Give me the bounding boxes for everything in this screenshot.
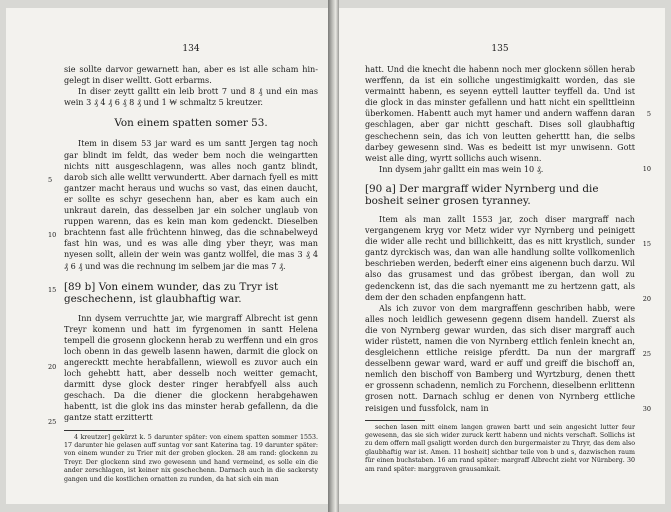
footnotes-left — [64, 434, 318, 484]
section-heading: [89 b] Von einem wunder, das zu Tryr ist geschechenn, ist glaubhaftig war. — [64, 280, 279, 306]
footnote-divider — [64, 430, 124, 431]
footnote-divider — [365, 420, 425, 421]
paragraph: In diser zeytt galltt ein leib brott 7 und 8 ₰ und ein mas wein 3 ₰ 4 ₰ 6 ₰ 8 ₰ und 1 ₩ schmaltz 5 kreutzer. — [64, 86, 318, 108]
left-body — [48, 64, 318, 426]
paragraph: Item in disem 53 jar ward es um santt Jergen tag noch gar blindt im feldt, das weder bem noch die weingartten nichts nitt ausgeschlagenn, was alles noch gantz blindt, darob sich alle welltt verwundertt. Aber darnach fyell es mitt gantzer macht heraus und wuchs so vast, das einen daucht, er sollte es schyr gesechenn han, aber es kam auch ein unkraut darein, das desselben jar ein solcher unglaub von ruppen warenn, das es kein man kom gedenckt. Dieselben brachtenn fast alle früchtenn hinweg, das die schnabelweyd fast hin was, und es was alle ding yber theyr, was man nyesen sollt, allein der wein was gantz wollfel, die mas 3 ₰ 4 ₰ 6 ₰ und was die rechnung im selbem jar die mas 7 ₰. — [64, 138, 318, 271]
paragraph: Inn dysem jahr galltt ein mas wein 10 ₰. — [379, 163, 544, 174]
line-number: 15 — [48, 286, 57, 294]
line-number: 20 — [642, 295, 651, 303]
line-number: 5 — [646, 110, 651, 118]
line-number: 20 — [48, 363, 57, 371]
line-number: 15 — [642, 240, 651, 248]
line-number: 5 — [48, 176, 53, 184]
page-number-left: 134 — [182, 44, 200, 54]
footnotes-right — [365, 424, 635, 474]
right-page — [339, 8, 665, 504]
paragraph: hatt. Und die knecht die habenn noch mer glockenn söllen herab werffenn, da ist ein solliche ungestimigkaitt worden, das sie vermaintt habenn, es seyenn eyttell lautter teyffell da. Und ist die glock in das minster gefallenn und hatt nicht ein spellttleinn überkomen. Habentt auch myt hamer und andern waffenn daran geschlagen, aber gar nichtt geschaft. Dises soll glaubhaftig geschechenn sein, das ich von leutten geherttt han, die selbs darbey gewesenn sind. Was es bedeitt ist myr unwisenn. Gott weist alle ding, wyrtt sollichs auch wisenn. — [365, 64, 635, 163]
paragraph: Item als man zallt 1553 jar, zoch diser margraff nach vergangenem kryg vor Metz wider vyr Nyrnberg und peinigett die wider alle recht und billichkeitt, das es nitt krystlich, sunder gantz dyrckisch was, dan wan alle handlung sollte vollkomenlich beschrieben werden, bederft einer eins aigenenn buch darzu. Wil also das grusamest und das gröbest ibergan, dan woll zu gedenckenn ist, das die sach nyemantt me zu hertzenn gatt, als dem der den schaden enpfangenn hatt. — [365, 213, 635, 302]
footnote: sechen lasen mitt einem langen grawen bartt und sein angesicht lutter feur gewesenn, das sie sich wider zuruck kertt habenn und nichts verschaft. Sollichs ist zu dem offern mall gsaligtt worden durch den burgermaister zu Thryr, das dem also glaubhaftig war ist. Amen. 11 bosheit] sichtbar teile von b und s, dazwischen raum für einen buchstaben. 16 am rand später: margraff Albrecht zieht vor Nürnberg. 30 am rand später: marggraven grausamkait. — [365, 423, 635, 473]
paragraph: sie sollte darvor gewarnett han, aber es ist alle scham hin-gelegt in diser welltt. Gott erbarms. — [64, 64, 318, 86]
page-number-right: 135 — [491, 44, 509, 54]
line-number: 10 — [48, 231, 57, 239]
book-gutter — [328, 0, 339, 512]
line-number: 10 — [642, 165, 651, 173]
left-page — [6, 8, 328, 504]
line-number: 25 — [642, 350, 651, 358]
footnote: 4 kreutzer] gekürzt k. 5 darunter später: von einem spatten sommer 1553. 17 darunter hie gelasen auff suntag vor sant Katerina tag. 19 darunter später: von einem wunder zu Trier mit der groben glocken. 28 am rand: glockenn zu Treyr. Der glockenn sind zwo gewesenn und hand vermeind, es solle ein die ander zerschlagen, ist keiner nix geschechenn. Darnach auch in die sackersty gangen und die kostlichen ornatten zu runden, da hat sich ein man — [64, 433, 318, 483]
section-heading: Von einem spatten somer 53. — [114, 117, 268, 130]
right-body — [365, 64, 651, 414]
section-heading: [90 a] Der margraff wider Nyrnberg und die bosheit seiner grosen tyranney. — [365, 182, 599, 208]
paragraph: Inn dysem verruchtte jar, wie margraff Albrecht ist genn Treyr komenn und hatt im fyrgenomen in santt Helena tempell die grosenn glockenn herab zu werffenn und ein gros loch obenn in das gewelb lasenn hawen, darmit die glock on angerecktt mechte herabfallenn, wiewoll es zuvor auch ein loch gehebtt hatt, aber desselb noch weitter gemacht, darmitt dyse glock dester ringer herabfyell alss auch geschach. Da die diener die glockenn herabgehawen habentt, ist die glok ins das minster herab gefallenn, da die gantze statt erzittertt — [64, 312, 318, 423]
line-number: 25 — [48, 418, 57, 426]
paragraph: Als ich zuvor von dem margraffenn geschriben habb, were alles noch leidlich gewesenn gegenn disem handell. Zuerst als die von Nyrnberg gewar wurden, das sich diser margraff auch wider rüstett, namen die von Nyrnberg ettlich fenlein knecht an, desgleichenn ettliche reisige pferdtt. Da nun der margraff desselbenn gewar ward, ward er auff und greiff die bischoff an, nemlich den bischoff von Bamberg und Wyrtzburg, denen thett er grossenn schadenn, nemlich zu Forchenn, dieselbenn erlittenn grosen nott. Darnach schlug er denen von Nyrnberg ettliche reisigen und fussfolck, nam in — [365, 302, 635, 413]
line-number: 30 — [642, 405, 651, 413]
